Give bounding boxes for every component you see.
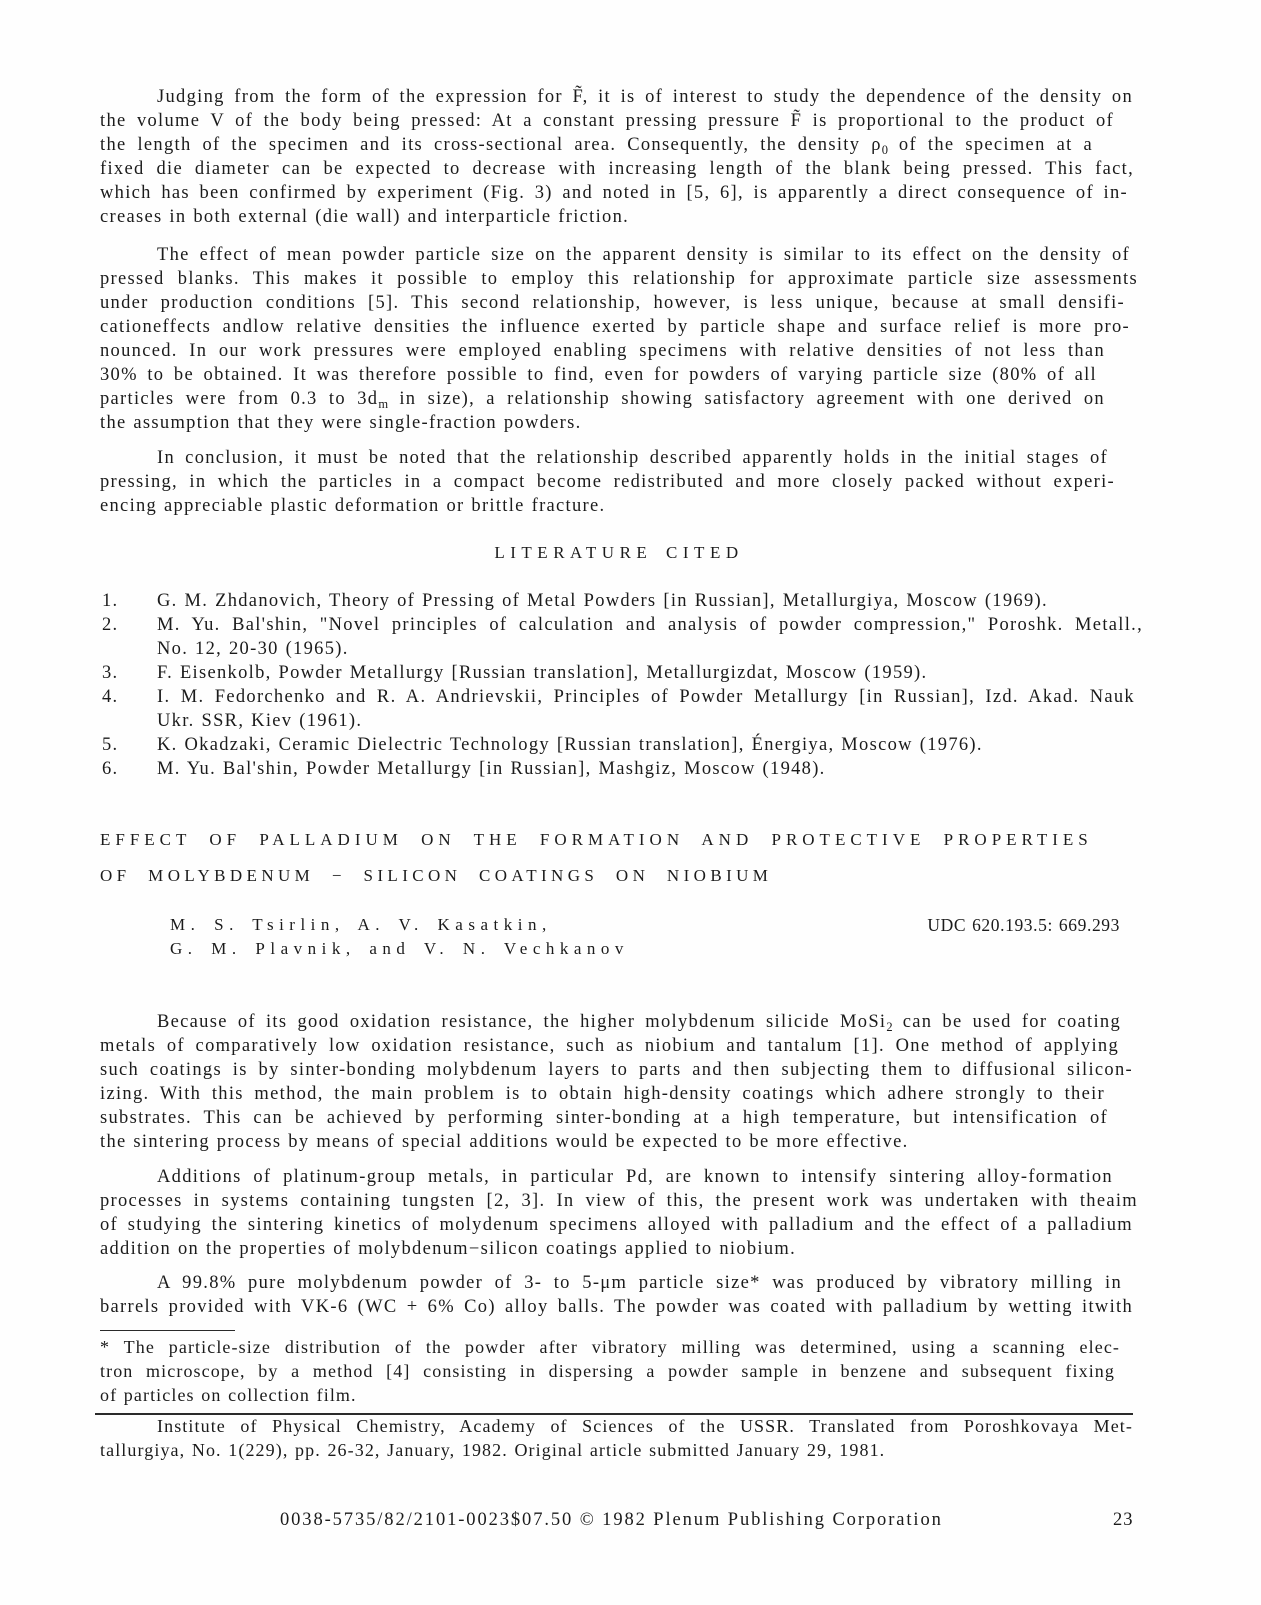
subscript: m — [378, 397, 389, 411]
reference-number: 5. — [102, 735, 119, 755]
text-line: addition on the properties of molybdenum−silicon coatings applied to niobium. — [100, 1239, 797, 1259]
reference-text-line: G. M. Zhdanovich, Theory of Pressing of Metal Powders [in Russian], Metallurgiya, Moscow (1969). — [157, 591, 1048, 611]
reference-item — [0, 589, 1261, 613]
footnote-separator-rule — [100, 1330, 235, 1331]
reference-list — [0, 589, 1261, 781]
author-line: M. S. Tsirlin, A. V. Kasatkin, — [170, 915, 552, 934]
text-segment: Because of its good oxidation resistance, the higher molybdenum silicide MoSi — [157, 1012, 887, 1032]
text-line: the sintering process by means of special additions would be expected to be more effective. — [100, 1132, 909, 1152]
reference-text-line: F. Eisenkolb, Powder Metallurgy [Russian translation], Metallurgizdat, Moscow (1959). — [157, 663, 928, 683]
text-line: pressed blanks. This makes it possible to employ this relationship for approximate particle size assessments — [100, 269, 1138, 289]
footer-publication-code: 0038-5735/82/2101-0023$07.50 © 1982 Plenum Publishing Corporation — [280, 1510, 943, 1530]
affiliation-note — [0, 1414, 1261, 1462]
article-title-line: EFFECT OF PALLADIUM ON THE FORMATION AND PROTECTIVE PROPERTIES — [100, 830, 1093, 849]
reference-item — [0, 661, 1261, 685]
reference-number: 2. — [102, 615, 119, 635]
footnote-line: tron microscope, by a method [4] consisting in dispersing a powder sample in benzene and subsequent fixing — [100, 1361, 1115, 1381]
text-line — [157, 1010, 1121, 1034]
affiliation-line: tallurgiya, No. 1(229), pp. 26-32, January, 1982. Original article submitted January 29, 1981. — [100, 1440, 886, 1460]
text-line: such coatings is by sinter-bonding molybdenum layers to parts and then subjecting them to diffusional silicon- — [100, 1060, 1133, 1080]
paragraph — [0, 85, 1261, 229]
author-line: G. M. Plavnik, and V. N. Vechkanov — [170, 939, 629, 958]
reference-number: 4. — [102, 687, 119, 707]
reference-number: 3. — [102, 663, 119, 683]
reference-text-line: I. M. Fedorchenko and R. A. Andrievskii, Principles of Powder Metallurgy [in Russian], Izd. Akad. Nauk — [157, 687, 1135, 707]
text-line: creases in both external (die wall) and interparticle friction. — [100, 207, 630, 227]
reference-text-line: M. Yu. Bal'shin, Powder Metallurgy [in Russian], Mashgiz, Moscow (1948). — [157, 759, 826, 779]
text-line: izing. With this method, the main problem is to obtain high-density coatings which adhere strongly to their — [100, 1084, 1105, 1104]
article-title-line: OF MOLYBDENUM − SILICON COATINGS ON NIOBIUM — [100, 866, 773, 885]
footnote — [0, 1335, 1261, 1407]
text-segment: of the specimen at a — [887, 135, 1093, 155]
affiliation-line: Institute of Physical Chemistry, Academy of Sciences of the USSR. Translated from Poroshkovaya Met- — [157, 1416, 1133, 1436]
text-line: In conclusion, it must be noted that the relationship described apparently holds in the initial stages of — [157, 448, 1108, 468]
text-line: 30% to be obtained. It was therefore possible to find, even for powders of varying particle size (80% of all — [100, 365, 1097, 385]
reference-text-line: M. Yu. Bal'shin, "Novel principles of calculation and analysis of powder compression," Poroshk. Metall., — [157, 615, 1143, 635]
text-segment: can be used for coating — [892, 1012, 1121, 1032]
text-segment: the length of the specimen and its cross-sectional area. Consequently, the density ρ — [100, 135, 882, 155]
text-line: which has been confirmed by experiment (Fig. 3) and noted in [5, 6], is apparently a direct consequence of in- — [100, 183, 1128, 203]
text-line — [100, 133, 1093, 157]
footnote-line: * The particle-size distribution of the powder after vibratory milling was determined, using a scanning elec- — [100, 1337, 1120, 1357]
udc-classification: UDC 620.193.5: 669.293 — [927, 915, 1120, 935]
text-line: processes in systems containing tungsten [2, 3]. In view of this, the present work was undertaken with theaim — [100, 1191, 1138, 1211]
reference-text-line: No. 12, 20-30 (1965). — [157, 639, 349, 659]
reference-number: 6. — [102, 759, 119, 779]
text-line: fixed die diameter can be expected to decrease with increasing length of the blank being pressed. This fact, — [100, 159, 1134, 179]
text-line: pressing, in which the particles in a compact become redistributed and more closely packed without experi- — [100, 472, 1115, 492]
paragraph — [0, 1010, 1261, 1154]
text-line — [100, 387, 1105, 411]
paragraph — [0, 446, 1261, 518]
text-line: nounced. In our work pressures were employed enabling specimens with relative densities of not less than — [100, 341, 1105, 361]
text-segment: in size), a relationship showing satisfactory agreement with one derived on — [388, 389, 1105, 409]
reference-item — [0, 613, 1261, 661]
paragraph — [0, 1271, 1261, 1319]
reference-text-line: K. Okadzaki, Ceramic Dielectric Technology [Russian translation], Énergiya, Moscow (1976). — [157, 735, 983, 755]
page-number: 23 — [1113, 1510, 1134, 1530]
text-line: metals of comparatively low oxidation resistance, such as niobium and tantalum [1]. One method of applying — [100, 1036, 1119, 1056]
text-line: substrates. This can be achieved by performing sinter-bonding at a high temperature, but intensification of — [100, 1108, 1108, 1128]
text-line: cationeffects andlow relative densities the influence exerted by particle shape and surface relief is more pro- — [100, 317, 1130, 337]
reference-text-line: Ukr. SSR, Kiev (1961). — [157, 711, 363, 731]
text-line: encing appreciable plastic deformation or brittle fracture. — [100, 496, 606, 516]
text-segment: particles were from 0.3 to 3d — [100, 389, 379, 409]
literature-cited-section — [0, 541, 1261, 565]
text-line: Judging from the form of the expression for F̃, it is of interest to study the dependence of the density on — [157, 87, 1133, 107]
reference-item — [0, 733, 1261, 757]
paragraph — [0, 243, 1261, 435]
text-line: The effect of mean powder particle size on the apparent density is similar to its effect on the density of — [157, 245, 1130, 265]
footnote-line: of particles on collection film. — [100, 1385, 357, 1405]
text-line: of studying the sintering kinetics of molydenum specimens alloyed with palladium and the effect of a palladium — [100, 1215, 1133, 1235]
section-heading: LITERATURE CITED — [494, 543, 744, 562]
subscript: 2 — [886, 1020, 893, 1034]
reference-item — [0, 685, 1261, 733]
text-line: Additions of platinum-group metals, in particular Pd, are known to intensify sintering alloy-formation — [157, 1167, 1113, 1187]
text-line: A 99.8% pure molybdenum powder of 3- to 5-μm particle size* was produced by vibratory milling in — [157, 1273, 1122, 1293]
reference-item — [0, 757, 1261, 781]
paragraph — [0, 1165, 1261, 1261]
text-line: under production conditions [5]. This second relationship, however, is less unique, because at small densifi- — [100, 293, 1125, 313]
reference-number: 1. — [102, 591, 119, 611]
text-line: barrels provided with VK-6 (WC + 6% Co) alloy balls. The powder was coated with palladium by wetting itwith — [100, 1297, 1133, 1317]
text-line: the volume V of the body being pressed: At a constant pressing pressure F̃ is proportional to the product of — [100, 111, 1114, 131]
text-line: the assumption that they were single-fraction powders. — [100, 413, 582, 433]
subscript: 0 — [881, 143, 888, 157]
